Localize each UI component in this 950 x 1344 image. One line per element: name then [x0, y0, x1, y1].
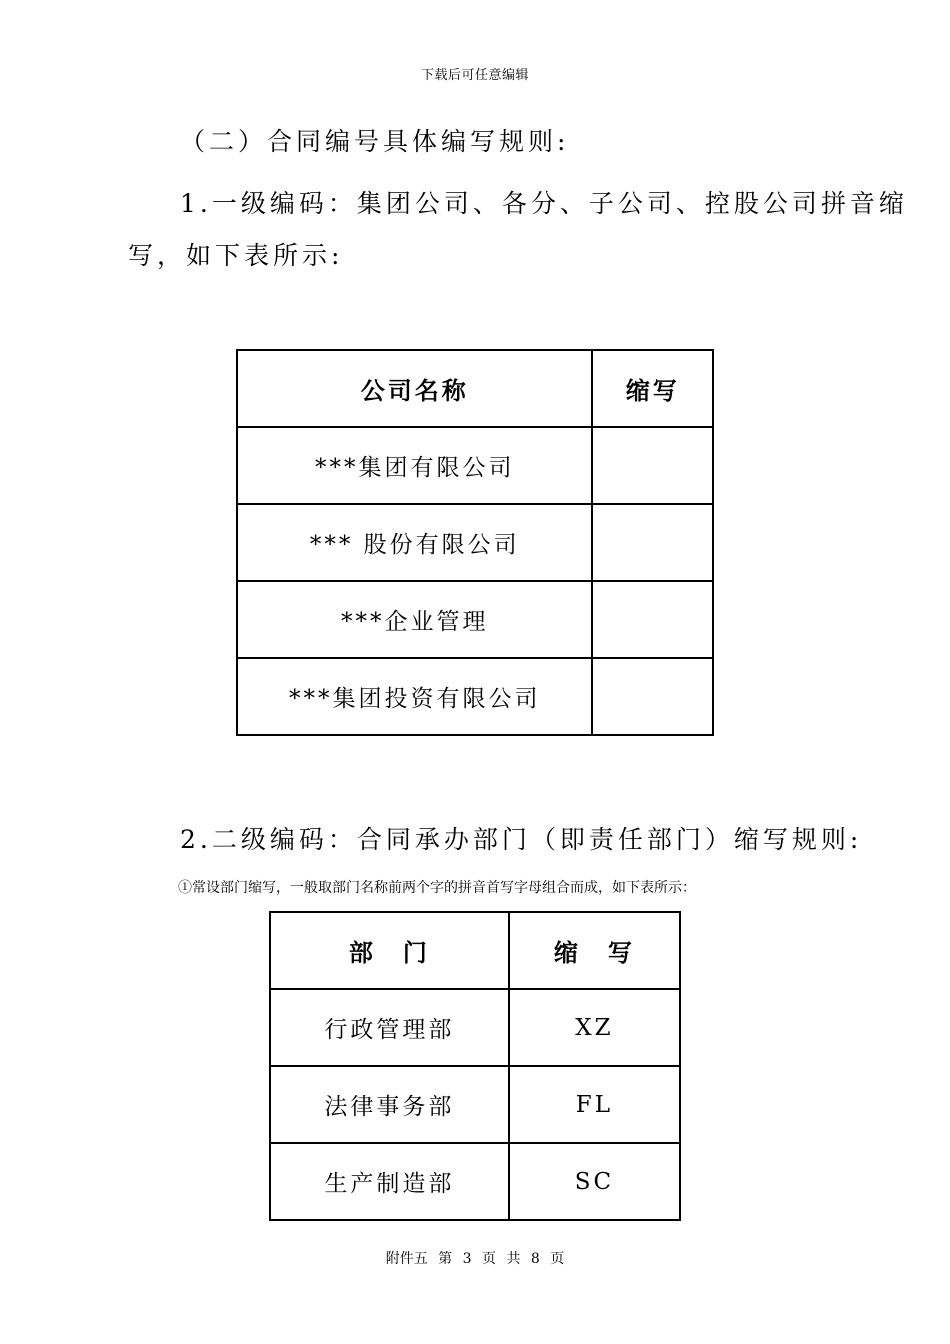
department-abbreviation-table	[269, 911, 681, 1221]
table-row	[270, 1066, 680, 1143]
column-header-abbreviation: 缩 写	[509, 912, 680, 989]
company-name-cell: ***集团有限公司	[237, 427, 592, 504]
abbreviation-cell	[592, 427, 713, 504]
column-header-department: 部 门	[270, 912, 509, 989]
column-header-company-name: 公司名称	[237, 350, 592, 427]
level1-rule-line2: 写，如下表所示:	[128, 241, 344, 270]
table-header-row	[270, 912, 680, 989]
table-row	[237, 504, 713, 581]
section-heading: （二）合同编号具体编写规则:	[180, 127, 570, 156]
table-row	[237, 427, 713, 504]
table-row	[237, 581, 713, 658]
column-header-abbreviation: 缩写	[592, 350, 713, 427]
table-header-row	[237, 350, 713, 427]
company-abbreviation-table	[236, 349, 714, 736]
department-name-cell: 法律事务部	[270, 1066, 509, 1143]
company-name-cell: ***企业管理	[237, 581, 592, 658]
table-row	[237, 658, 713, 735]
abbreviation-cell: FL	[509, 1066, 680, 1143]
abbreviation-cell	[592, 581, 713, 658]
page-header: 下载后可任意编辑	[420, 68, 529, 83]
abbreviation-cell	[592, 658, 713, 735]
abbreviation-cell: SC	[509, 1143, 680, 1220]
page-footer: 附件五 第 3 页 共 8 页	[385, 1251, 565, 1267]
department-name-cell: 生产制造部	[270, 1143, 509, 1220]
abbreviation-cell	[592, 504, 713, 581]
level2-note: ①常设部门缩写，一般取部门名称前两个字的拼音首写字母组合而成，如下表所示：	[178, 880, 696, 896]
abbreviation-cell: XZ	[509, 989, 680, 1066]
department-name-cell: 行政管理部	[270, 989, 509, 1066]
table-row	[270, 989, 680, 1066]
table-row	[270, 1143, 680, 1220]
company-name-cell: ***集团投资有限公司	[237, 658, 592, 735]
level1-rule-line1: 1.一级编码：集团公司、各分、子公司、控股公司拼音缩	[180, 189, 908, 218]
level2-rule-line: 2.二级编码：合同承办部门（即责任部门）缩写规则:	[180, 825, 863, 854]
company-name-cell: *** 股份有限公司	[237, 504, 592, 581]
